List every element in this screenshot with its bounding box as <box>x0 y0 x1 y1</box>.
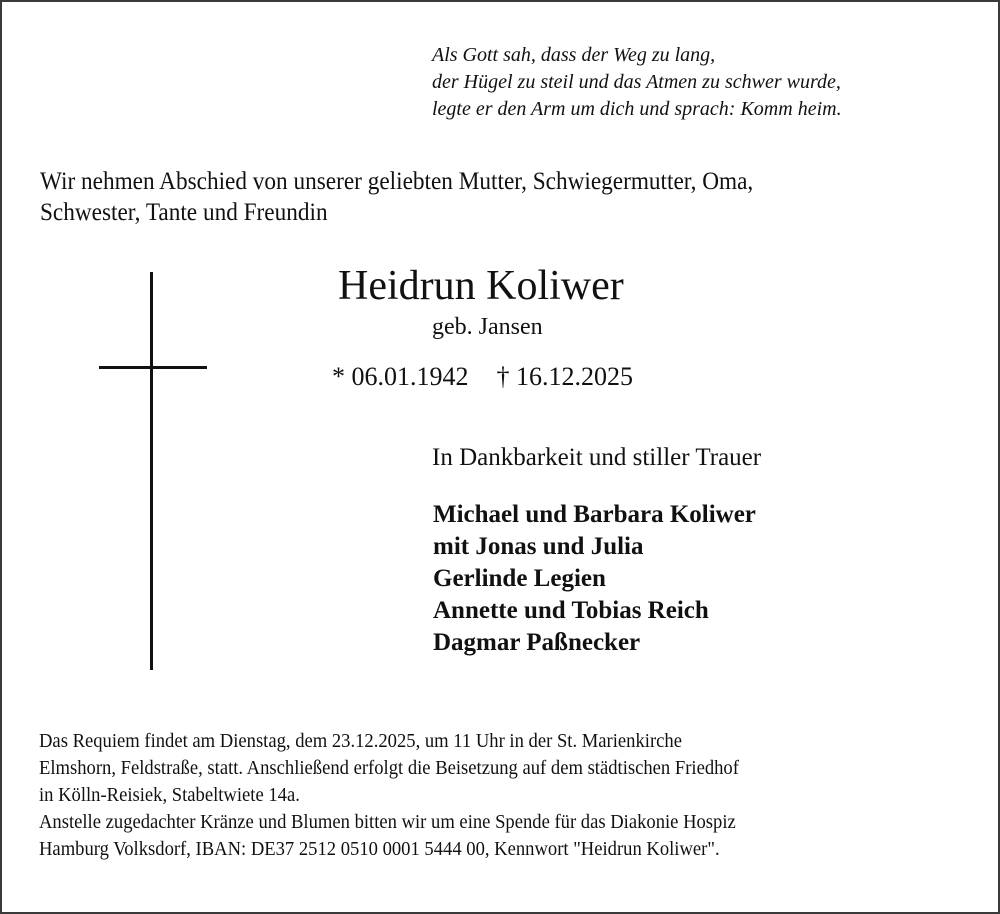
notice-line: Anstelle zugedachter Kränze und Blumen bitten wir um eine Spende für das Diakonie Hospiz <box>39 811 736 833</box>
birth-date: * 06.01.1942 <box>332 362 469 391</box>
notice-line: in Kölln-Reisiek, Stabeltwiete 14a. <box>39 784 300 806</box>
poem-line: der Hügel zu steil und das Atmen zu schwer wurde, <box>432 71 841 93</box>
mourner: Dagmar Paßnecker <box>433 629 641 656</box>
service-notice <box>39 728 739 863</box>
cross-horizontal-bar <box>99 366 207 369</box>
notice-line: Elmshorn, Feldstraße, statt. Anschließend erfolgt die Beisetzung auf dem städtischen Friedhof <box>39 757 739 779</box>
notice-line: Das Requiem findet am Dienstag, dem 23.12.2025, um 11 Uhr in der St. Marienkirche <box>39 730 682 752</box>
intro-line: Schwester, Tante und Freundin <box>40 199 328 226</box>
maiden-name: geb. Jansen <box>432 314 543 340</box>
life-dates <box>332 361 633 393</box>
mourner: mit Jonas und Julia <box>433 533 644 560</box>
cross-vertical-bar <box>150 272 153 670</box>
mourner: Michael und Barbara Koliwer <box>433 501 756 528</box>
deceased-name: Heidrun Koliwer <box>338 263 624 309</box>
poem-verse <box>432 42 842 123</box>
mourners-list <box>433 499 756 659</box>
poem-line: legte er den Arm um dich und sprach: Komm heim. <box>432 98 842 120</box>
notice-line: Hamburg Volksdorf, IBAN: DE37 2512 0510 0001 5444 00, Kennwort "Heidrun Koliwer". <box>39 838 720 860</box>
intro-line: Wir nehmen Abschied von unserer geliebten Mutter, Schwiegermutter, Oma, <box>40 168 754 195</box>
mourner: Gerlinde Legien <box>433 565 606 592</box>
mourner: Annette und Tobias Reich <box>433 597 709 624</box>
death-date: † 16.12.2025 <box>496 362 633 391</box>
poem-line: Als Gott sah, dass der Weg zu lang, <box>432 44 716 66</box>
farewell-intro <box>40 166 753 228</box>
thanks-line: In Dankbarkeit und stiller Trauer <box>432 444 762 471</box>
